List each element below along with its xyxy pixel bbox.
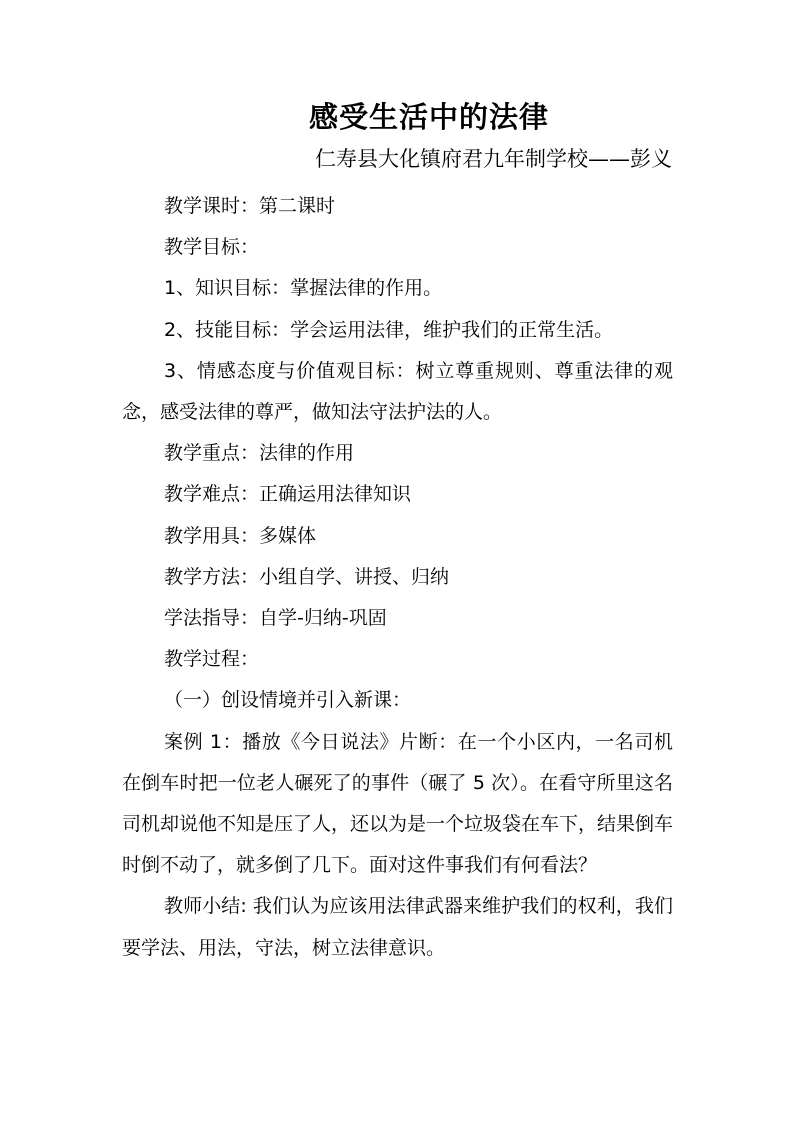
paragraph-teaching-process: 教学过程： (164, 648, 260, 671)
document-title: 感受生活中的法律 (308, 100, 549, 134)
document-author: 仁寿县大化镇府君九年制学校——彭义 (315, 147, 672, 171)
paragraph-lesson-period: 教学课时：第二课时 (164, 195, 336, 217)
paragraph-section-one: （一）创设情境并引入新课： (164, 689, 412, 712)
paragraph-teaching-tools: 教学用具：多媒体 (164, 524, 317, 547)
document-body (122, 186, 673, 969)
paragraph-case-one: 案例 1：播放《今日说法》片断：在一个小区内，一名司机在倒车时把一位老人碾死了的事件（碾了 5 次）。在看守所里这名司机却说他不知是压了人，还以为是一个垃圾袋在车下，结果倒车时倒不动了，就多倒了几下。面对这件事我们有何看法？ (122, 730, 674, 877)
paragraph-knowledge-goal: 1、知识目标：掌握法律的作用。 (164, 277, 443, 300)
paragraph-key-point: 教学重点：法律的作用 (164, 442, 355, 465)
paragraph-difficult-point: 教学难点：正确运用法律知识 (164, 483, 412, 506)
paragraph-study-guidance: 学法指导：自学-归纳-巩固 (164, 607, 387, 630)
paragraph-attitude-goal: 3、情感态度与价值观目标：树立尊重规则、尊重法律的观念，感受法律的尊严，做知法守法护法的人。 (122, 359, 673, 424)
paragraph-teaching-goals: 教学目标： (164, 236, 260, 259)
paragraph-teaching-method: 教学方法：小组自学、讲授、归纳 (164, 565, 450, 588)
paragraph-skill-goal: 2、技能目标：学会运用法律，维护我们的正常生活。 (164, 318, 614, 341)
paragraph-teacher-summary: 教师小结: 我们认为应该用法律武器来维护我们的权利，我们要学法、用法，守法，树立法律意识。 (122, 895, 673, 959)
